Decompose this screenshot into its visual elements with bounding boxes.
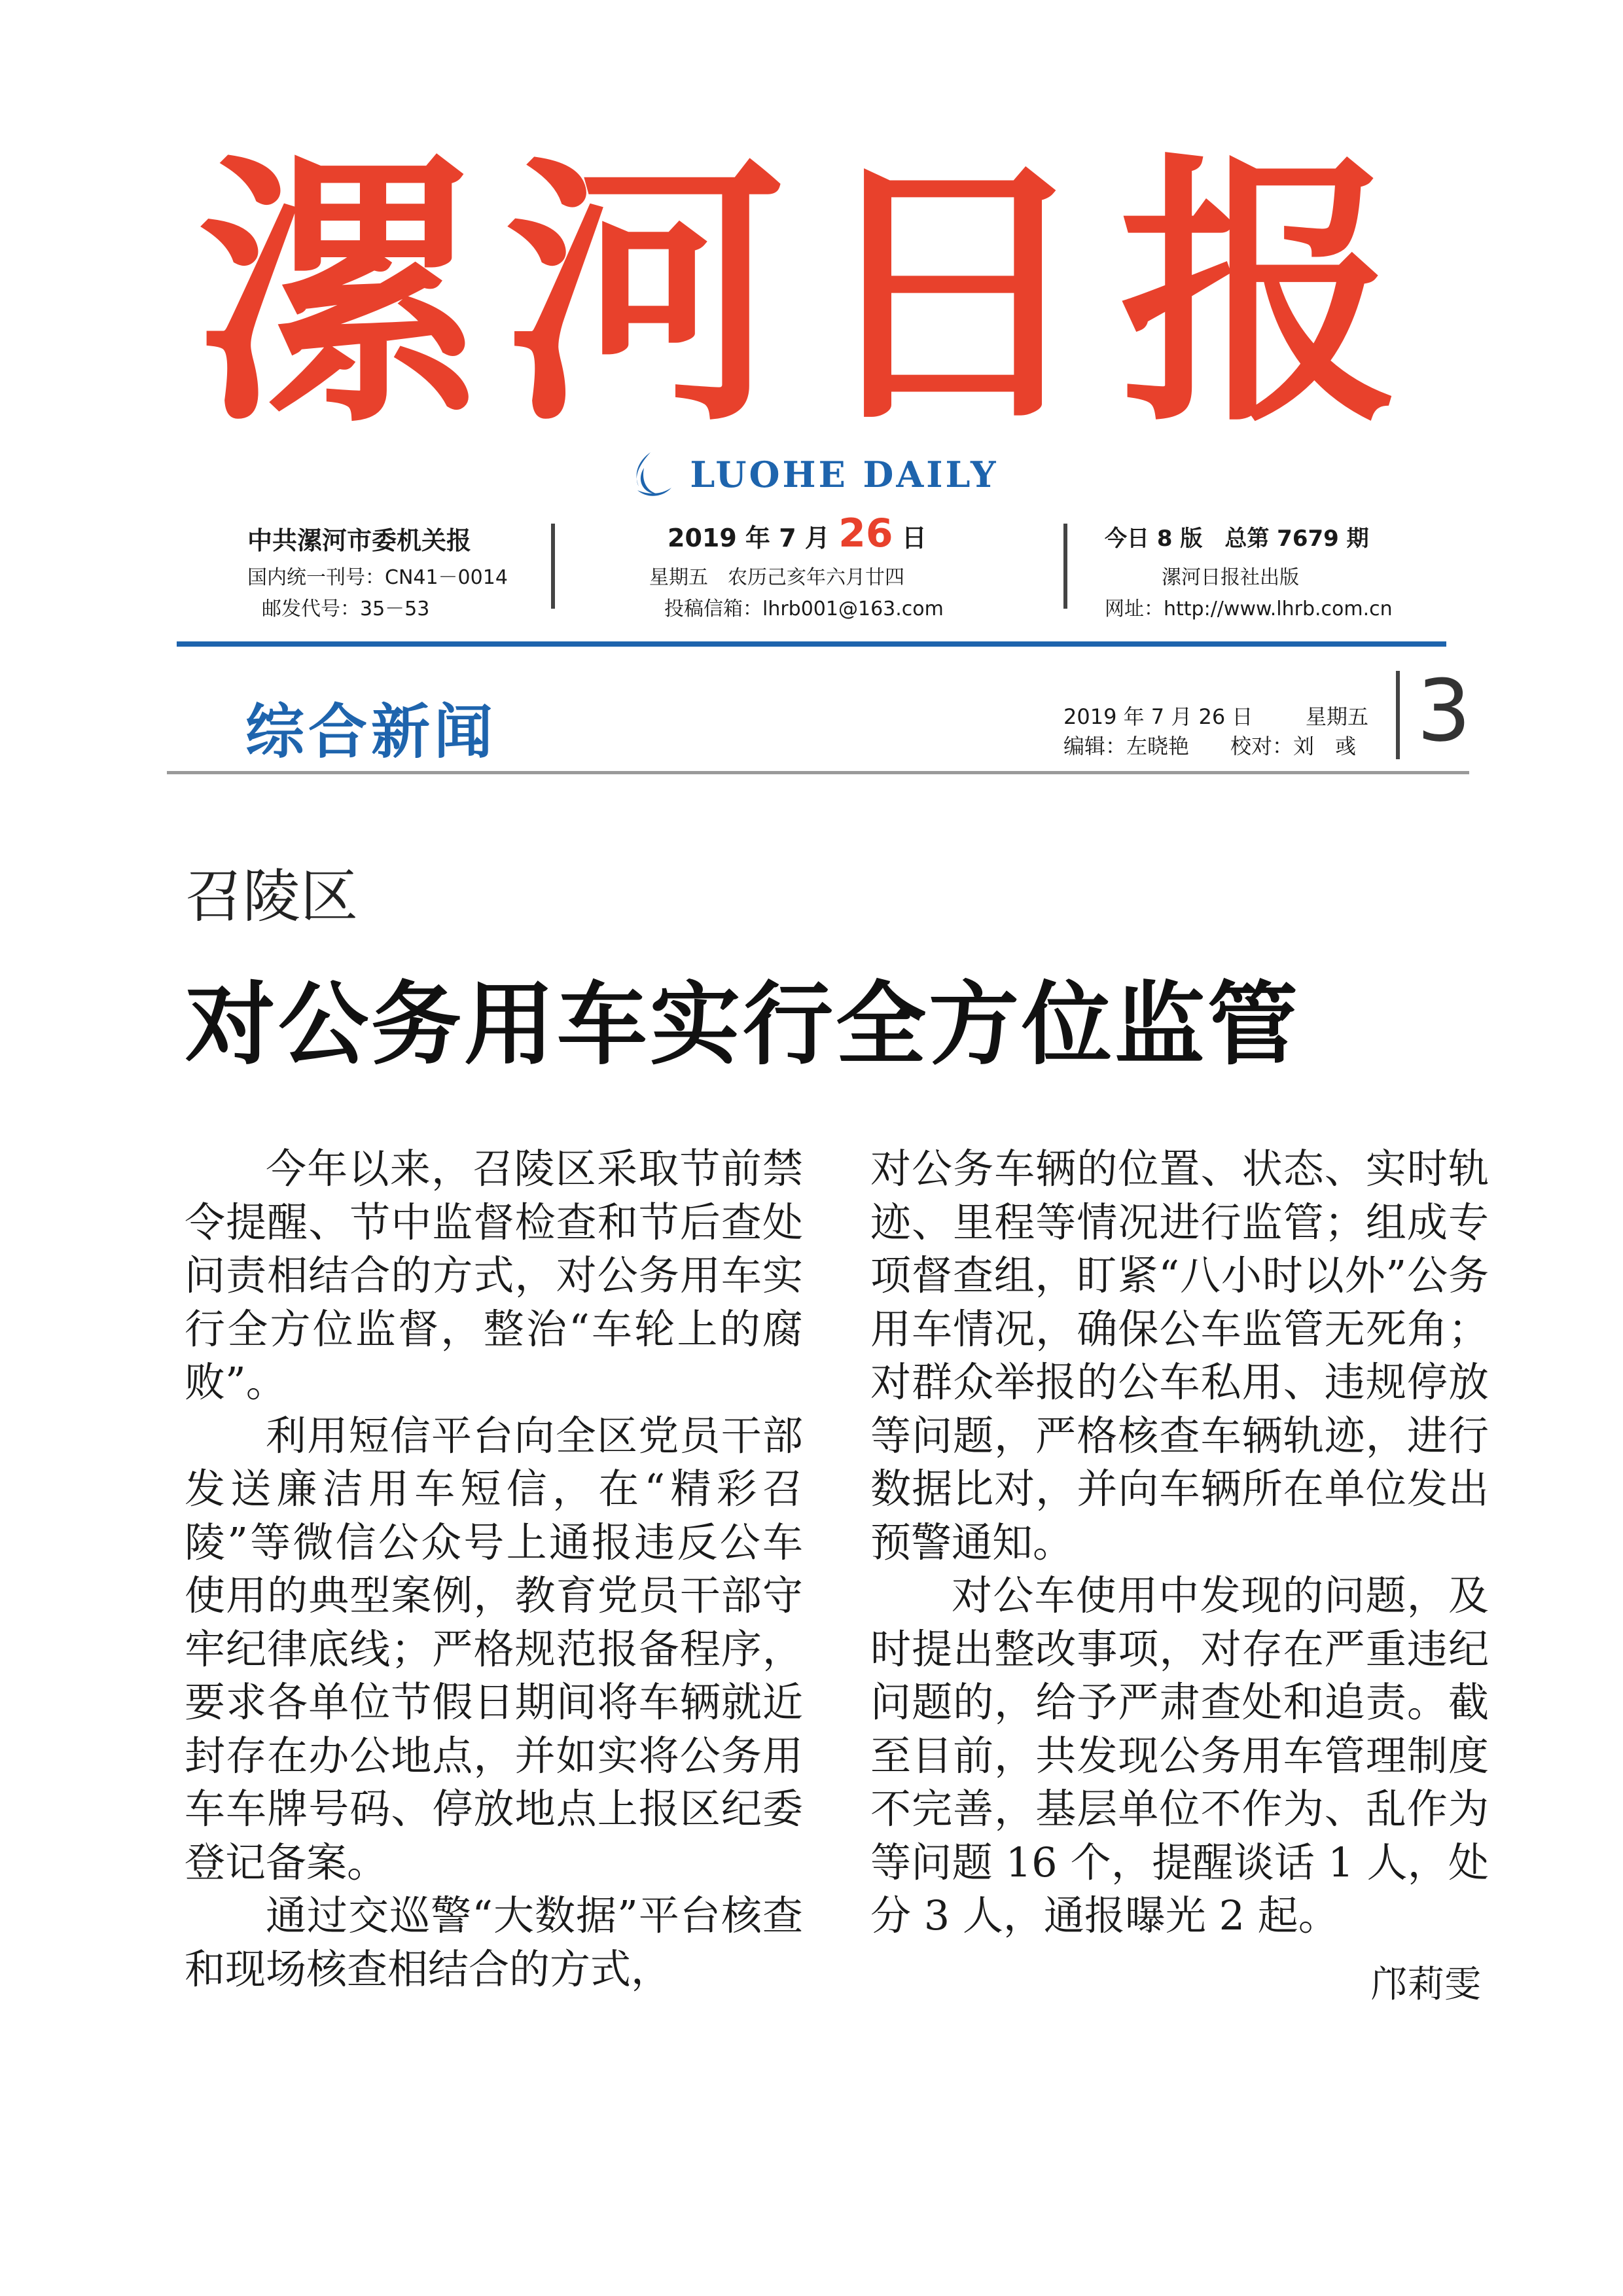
article-paragraph: 对公务车辆的位置、状态、实时轨迹、里程等情况进行监管；组成专项督查组，盯紧“八小时以外”公务用车情况，确保公车监管无死角；对群众举报的公车私用、违规停放等问题，严格核查车辆轨迹，进行数据比对，并向车辆所在单位发出预警通知。 [870, 1145, 1489, 1566]
info-email: 投稿信箱：lhrb001@163.com [664, 598, 944, 620]
section-name: 综合新闻 [245, 697, 497, 766]
info-divider-right [1063, 524, 1067, 609]
info-divider-left [551, 524, 555, 609]
article-byline: 邝莉雯 [1371, 1964, 1481, 2006]
info-publisher: 中共漯河市委机关报 [247, 526, 472, 555]
info-issn: 国内统一刊号：CN41－0014 [247, 566, 508, 589]
article-paragraph: 今年以来，召陵区采取节前禁令提醒、节中监督检查和节后查处问责相结合的方式，对公务用车实行全方位监督，整治“车轮上的腐败”。 [185, 1145, 803, 1406]
masthead-title: 漯河日报 [196, 129, 1427, 459]
info-weekday-lunar: 星期五 农历己亥年六月廿四 [649, 566, 904, 589]
info-date-prefix: 2019 年 7 月 [668, 524, 830, 552]
article-paragraph: 利用短信平台向全区党员干部发送廉洁用车短信，在“精彩召陵”等微信公众号上通报违反公车使用的典型案例，教育党员干部守牢纪律底线；严格规范报备程序，要求各单位节假日期间将车辆就近封存在办公地点，并如实将公务用车车牌号码、停放地点上报区纪委登记备案。 [185, 1411, 803, 1886]
section-rule [167, 771, 1469, 774]
article-kicker: 召陵区 [185, 863, 359, 930]
info-date-day: 26 [838, 511, 893, 556]
info-website: 网址：http://www.lhrb.com.cn [1105, 598, 1393, 620]
article-paragraph: 对公车使用中发现的问题，及时提出整改事项，对存在严重违纪问题的，给予严肃查处和追责。截至目前，共发现公务用车管理制度不完善，基层单位不作为、乱作为等问题 16 个，提醒谈话 1 人，处分 3 人，通报曝光 2 起。 [870, 1571, 1489, 1939]
masthead-logo-row [0, 445, 1623, 504]
article-headline: 对公务用车实行全方位监管 [185, 971, 1301, 1077]
section-weekday: 星期五 [1306, 704, 1369, 729]
article-column-2 [870, 1142, 1489, 1943]
swirl-logo-icon [624, 448, 677, 501]
masthead-english-title: LUOHE DAILY [690, 454, 999, 495]
info-date-suffix: 日 [901, 524, 927, 552]
info-postal-code: 邮发代号：35－53 [262, 598, 430, 620]
masthead-rule [177, 641, 1446, 647]
info-press: 漯河日报社出版 [1162, 566, 1299, 589]
article-column-1 [185, 1142, 803, 1996]
section-divider [1396, 671, 1400, 759]
article-paragraph: 通过交巡警“大数据”平台核查和现场核查相结合的方式， [185, 1892, 803, 1993]
section-editor: 编辑：左晓艳 [1063, 734, 1190, 759]
info-date [668, 511, 927, 556]
section-date: 2019 年 7 月 26 日 [1063, 704, 1253, 729]
page-number: 3 [1417, 661, 1471, 761]
section-proofreader: 校对：刘 彧 [1230, 734, 1357, 759]
info-edition: 今日 8 版 总第 7679 期 [1105, 526, 1369, 552]
